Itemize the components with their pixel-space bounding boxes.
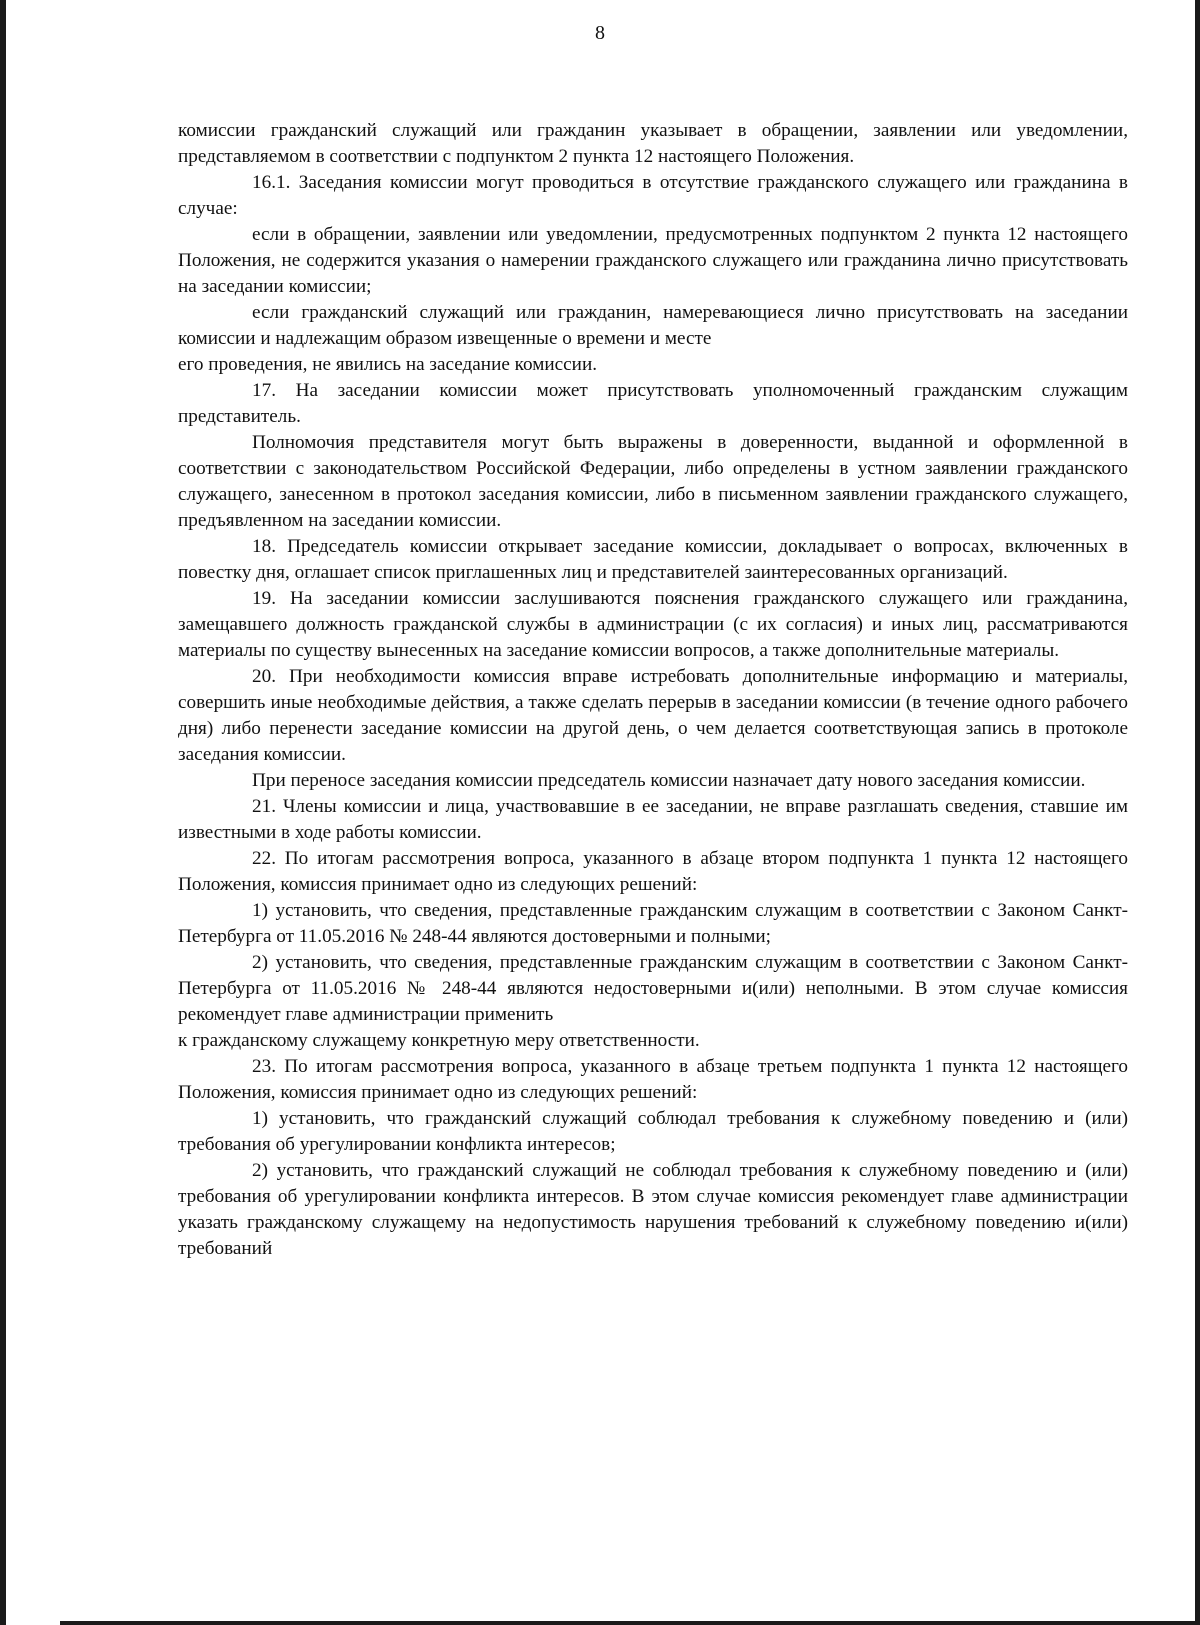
paragraph: комиссии гражданский служащий или гражданин указывает в обращении, заявлении или уведомлении, представляемом в соответствии с подпунктом 2 пункта 12 настоящего Положения.: [178, 120, 1128, 167]
paragraph: 17. На заседании комиссии может присутствовать уполномоченный гражданским служащим представитель.: [178, 380, 1128, 427]
paragraph: 2) установить, что гражданский служащий не соблюдал требования к служебному поведению и (или) требования об урегулировании конфликта интересов. В этом случае комиссия рекомендует главе администрации указать гражданскому служащему на недопустимость нарушения требований к служебному поведению и(или) требований: [178, 1160, 1128, 1259]
scan-edge-bottom: [60, 1621, 1200, 1625]
paragraph: 22. По итогам рассмотрения вопроса, указанного в абзаце втором подпункта 1 пункта 12 настоящего Положения, комиссия принимает одно из следующих решений:: [178, 848, 1128, 895]
paragraph: 2) установить, что сведения, представленные гражданским служащим в соответствии с Законом Санкт-Петербурга от 11.05.2016 № 248-44 являются недостоверными и(или) неполными. В этом случае комиссия рекомендует главе администрации применить: [178, 952, 1128, 1025]
paragraph: его проведения, не явились на заседание комиссии.: [178, 354, 598, 375]
paragraph: 18. Председатель комиссии открывает заседание комиссии, докладывает о вопросах, включенных в повестку дня, оглашает список приглашенных лиц и представителей заинтересованных организаций.: [178, 536, 1128, 583]
paragraph: 19. На заседании комиссии заслушиваются пояснения гражданского служащего или гражданина, замещавшего должность гражданской службы в администрации (с их согласия) и иных лиц, рассматриваются материалы по существу вынесенных на заседание комиссии вопросов, а также дополнительные материалы.: [178, 588, 1128, 661]
paragraph: 1) установить, что гражданский служащий соблюдал требования к служебному поведению и (или) требования об урегулировании конфликта интересов;: [178, 1108, 1128, 1155]
scan-edge-right: [1195, 0, 1200, 1625]
document-body: [178, 118, 1128, 1262]
paragraph: если в обращении, заявлении или уведомлении, предусмотренных подпунктом 2 пункта 12 настоящего Положения, не содержится указания о намерении гражданского служащего или гражданина лично присутствовать на заседании комиссии;: [178, 224, 1128, 297]
paragraph: 1) установить, что сведения, представленные гражданским служащим в соответствии с Законом Санкт-Петербурга от 11.05.2016 № 248-44 являются достоверными и полными;: [178, 900, 1128, 947]
page-number: 8: [595, 22, 605, 44]
paragraph: к гражданскому служащему конкретную меру ответственности.: [178, 1030, 700, 1051]
paragraph: При переносе заседания комиссии председатель комиссии назначает дату нового заседания комиссии.: [252, 770, 1086, 791]
paragraph: 20. При необходимости комиссия вправе истребовать дополнительные информацию и материалы, совершить иные необходимые действия, а также сделать перерыв в заседании комиссии (в течение одного рабочего дня) либо перенести заседание комиссии на другой день, о чем делается соответствующая запись в протоколе заседания комиссии.: [178, 666, 1128, 765]
paragraph: 23. По итогам рассмотрения вопроса, указанного в абзаце третьем подпункта 1 пункта 12 настоящего Положения, комиссия принимает одно из следующих решений:: [178, 1056, 1128, 1103]
paragraph: если гражданский служащий или гражданин, намеревающиеся лично присутствовать на заседании комиссии и надлежащим образом извещенные о времени и месте: [178, 302, 1128, 349]
paragraph: Полномочия представителя могут быть выражены в доверенности, выданной и оформленной в соответствии с законодательством Российской Федерации, либо определены в устном заявлении гражданского служащего, занесенном в протокол заседания комиссии, либо в письменном заявлении гражданского служащего, предъявленном на заседании комиссии.: [178, 432, 1128, 531]
paragraph: 21. Члены комиссии и лица, участвовавшие в ее заседании, не вправе разглашать сведения, ставшие им известными в ходе работы комиссии.: [178, 796, 1128, 843]
scan-edge-left: [0, 0, 6, 1625]
paragraph: 16.1. Заседания комиссии могут проводиться в отсутствие гражданского служащего или гражданина в случае:: [178, 172, 1128, 219]
